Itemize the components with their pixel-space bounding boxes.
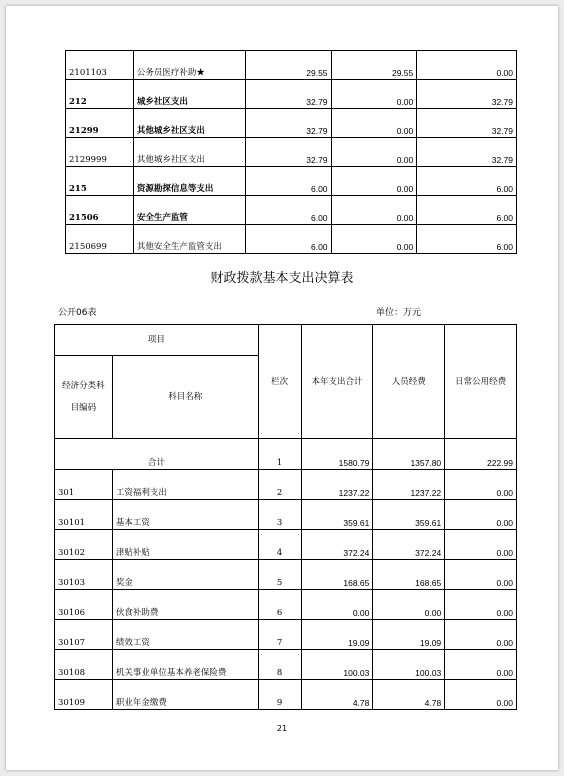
table-row <box>55 560 517 590</box>
row-line: 4 <box>258 530 301 560</box>
row-value-1: 32.79 <box>245 80 331 109</box>
row-line: 8 <box>258 650 301 680</box>
row-name: 其他城乡社区支出 <box>133 138 245 167</box>
table-row <box>55 470 517 500</box>
row-line: 3 <box>258 500 301 530</box>
total-label: 合计 <box>55 439 259 470</box>
table-row <box>55 500 517 530</box>
row-name: 奖金 <box>112 560 258 590</box>
row-value-2: 0.00 <box>331 196 417 225</box>
table-title: 财政拨款基本支出决算表 <box>210 271 354 286</box>
row-public: 0.00 <box>445 500 517 530</box>
row-code: 21506 <box>66 196 134 225</box>
row-value-2: 0.00 <box>331 109 417 138</box>
row-value-3: 32.79 <box>417 80 517 109</box>
row-personnel: 168.65 <box>373 560 445 590</box>
row-personnel: 1237.22 <box>373 470 445 500</box>
row-line: 9 <box>258 680 301 710</box>
table-row <box>55 590 517 620</box>
row-total: 19.09 <box>301 620 373 650</box>
row-code: 2129999 <box>66 138 134 167</box>
continuation-table <box>65 50 517 254</box>
row-public: 0.00 <box>445 530 517 560</box>
table-row <box>66 196 517 225</box>
header-code-line1: 经济分类科 <box>62 381 105 391</box>
table-row <box>66 80 517 109</box>
row-code: 301 <box>55 470 113 500</box>
header-public: 日常公用经费 <box>445 325 517 439</box>
header-personnel: 人员经费 <box>373 325 445 439</box>
table-row <box>66 225 517 254</box>
row-name: 伙食补助费 <box>112 590 258 620</box>
row-name: 其他城乡社区支出 <box>133 109 245 138</box>
table-row <box>55 530 517 560</box>
row-value-1: 6.00 <box>245 225 331 254</box>
row-code: 21299 <box>66 109 134 138</box>
row-code: 212 <box>66 80 134 109</box>
table-row <box>66 138 517 167</box>
row-name: 基本工资 <box>112 500 258 530</box>
row-name: 其他安全生产监管支出 <box>133 225 245 254</box>
row-code: 215 <box>66 167 134 196</box>
row-name: 资源勘探信息等支出 <box>133 167 245 196</box>
row-value-1: 6.00 <box>245 167 331 196</box>
row-total: 4.78 <box>301 680 373 710</box>
row-code: 30107 <box>55 620 113 650</box>
row-code: 30109 <box>55 680 113 710</box>
header-item: 项目 <box>55 325 259 356</box>
row-public: 0.00 <box>445 560 517 590</box>
row-value-3: 6.00 <box>417 196 517 225</box>
header-total: 本年支出合计 <box>301 325 373 439</box>
header-name: 科目名称 <box>112 356 258 439</box>
row-value-3: 6.00 <box>417 225 517 254</box>
row-code: 2150699 <box>66 225 134 254</box>
page-number: 21 <box>276 724 288 733</box>
row-code: 2101103 <box>66 51 134 80</box>
row-value-3: 32.79 <box>417 109 517 138</box>
table-row <box>66 109 517 138</box>
row-value-3: 6.00 <box>417 167 517 196</box>
table-row <box>66 167 517 196</box>
row-total: 168.65 <box>301 560 373 590</box>
header-row-1 <box>55 325 517 356</box>
row-personnel: 100.03 <box>373 650 445 680</box>
row-value-2: 0.00 <box>331 167 417 196</box>
row-personnel: 359.61 <box>373 500 445 530</box>
row-total: 372.24 <box>301 530 373 560</box>
row-total: 1237.22 <box>301 470 373 500</box>
row-total: 359.61 <box>301 500 373 530</box>
row-personnel: 4.78 <box>373 680 445 710</box>
row-personnel: 372.24 <box>373 530 445 560</box>
row-value-1: 32.79 <box>245 109 331 138</box>
row-personnel: 0.00 <box>373 590 445 620</box>
row-value-2: 0.00 <box>331 225 417 254</box>
row-code: 30108 <box>55 650 113 680</box>
row-name: 工资福利支出 <box>112 470 258 500</box>
row-value-2: 0.00 <box>331 138 417 167</box>
row-personnel: 19.09 <box>373 620 445 650</box>
row-public: 0.00 <box>445 590 517 620</box>
row-line: 6 <box>258 590 301 620</box>
header-code-line2: 目编码 <box>70 403 97 413</box>
row-value-1: 6.00 <box>245 196 331 225</box>
row-code: 30101 <box>55 500 113 530</box>
row-public: 0.00 <box>445 470 517 500</box>
row-public: 0.00 <box>445 650 517 680</box>
row-code: 30106 <box>55 590 113 620</box>
header-code <box>55 356 113 439</box>
row-total: 0.00 <box>301 590 373 620</box>
row-name: 机关事业单位基本养老保险费 <box>112 650 258 680</box>
row-value-2: 0.00 <box>331 80 417 109</box>
row-value-1: 29.55 <box>245 51 331 80</box>
total-line: 1 <box>258 439 301 470</box>
row-name: 津贴补贴 <box>112 530 258 560</box>
row-value-2: 29.55 <box>331 51 417 80</box>
table-row <box>55 680 517 710</box>
document-page <box>6 6 558 770</box>
row-public: 0.00 <box>445 680 517 710</box>
row-total: 100.03 <box>301 650 373 680</box>
unit-label: 单位：万元 <box>376 308 422 318</box>
table-row <box>55 620 517 650</box>
total-public: 222.99 <box>445 439 517 470</box>
total-value: 1580.79 <box>301 439 373 470</box>
row-value-3: 0.00 <box>417 51 517 80</box>
total-personnel: 1357.80 <box>373 439 445 470</box>
row-value-3: 32.79 <box>417 138 517 167</box>
table-row <box>66 51 517 80</box>
row-name: 城乡社区支出 <box>133 80 245 109</box>
row-code: 30103 <box>55 560 113 590</box>
row-name: 安全生产监管 <box>133 196 245 225</box>
row-line: 2 <box>258 470 301 500</box>
row-value-1: 32.79 <box>245 138 331 167</box>
expenditure-table <box>54 324 517 710</box>
row-code: 30102 <box>55 530 113 560</box>
row-name: 公务员医疗补助★ <box>133 51 245 80</box>
row-line: 5 <box>258 560 301 590</box>
total-row <box>55 439 517 470</box>
row-line: 7 <box>258 620 301 650</box>
header-line: 栏次 <box>258 325 301 439</box>
row-public: 0.00 <box>445 620 517 650</box>
row-name: 绩效工资 <box>112 620 258 650</box>
row-name: 职业年金缴费 <box>112 680 258 710</box>
table-row <box>55 650 517 680</box>
table-id: 公开06表 <box>58 308 97 318</box>
